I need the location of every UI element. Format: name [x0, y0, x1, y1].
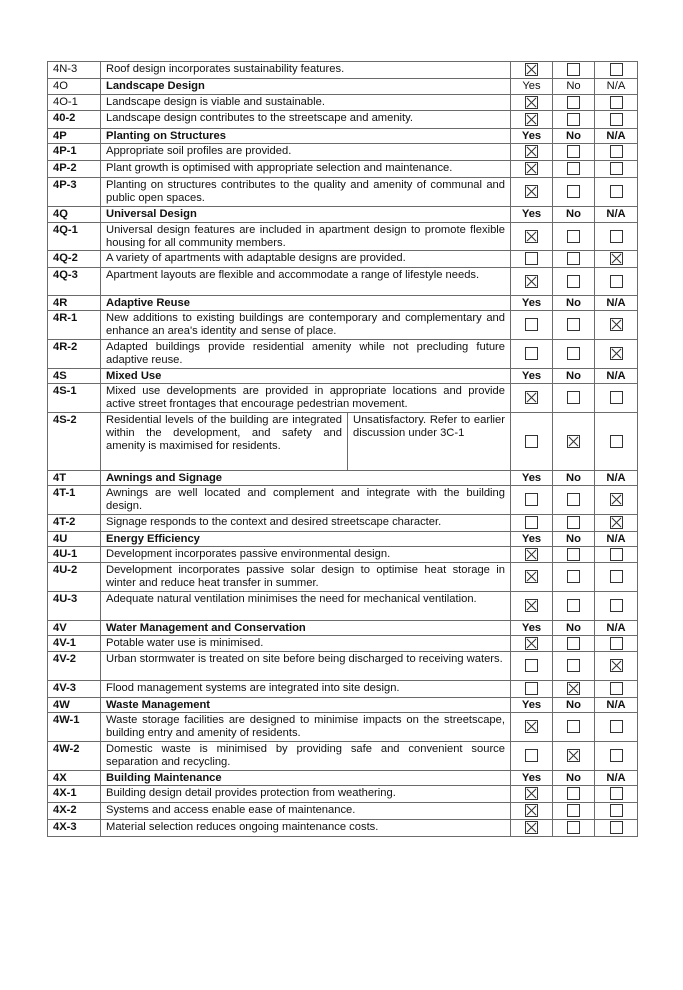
- assessment-comment: Unsatisfactory. Refer to earlier discussion under 3C-1: [347, 413, 510, 470]
- row-code: 4S-1: [48, 384, 101, 413]
- checkbox-cell-yes: [511, 95, 553, 111]
- checkbox-cell-no: [553, 713, 595, 742]
- checkbox-cell-na: [595, 681, 638, 698]
- empty-box-icon[interactable]: [610, 749, 623, 762]
- row-code: 4R-1: [48, 311, 101, 340]
- empty-box-icon[interactable]: [610, 96, 623, 109]
- row-code: 4S: [48, 369, 101, 384]
- section-title: Waste Management: [101, 698, 511, 713]
- checkbox-cell-no: [553, 786, 595, 803]
- checkbox-cell-na: [595, 95, 638, 111]
- checkbox-cell-no: [553, 592, 595, 621]
- column-header-no: No: [553, 79, 595, 95]
- checked-box-icon[interactable]: [525, 185, 538, 198]
- criterion-text: Awnings are well located and complement and integrate with the building design.: [101, 486, 511, 515]
- checkbox-cell-no: [553, 681, 595, 698]
- checkbox-cell-no: [553, 486, 595, 515]
- checkbox-cell-yes: [511, 413, 553, 471]
- criterion-row: [48, 563, 638, 592]
- criterion-text: Appropriate soil profiles are provided.: [101, 144, 511, 161]
- criterion-row: [48, 636, 638, 652]
- row-code: 4R: [48, 296, 101, 311]
- checked-box-icon[interactable]: [525, 96, 538, 109]
- criterion-row: [48, 251, 638, 268]
- checkbox-cell-yes: [511, 547, 553, 563]
- row-code: 4O-1: [48, 95, 101, 111]
- criterion-text: Mixed use developments are provided in appropriate locations and provide active street frontages that encourage pedestrian movement.: [101, 384, 511, 413]
- column-header-na: N/A: [595, 296, 638, 311]
- column-header-no: No: [553, 471, 595, 486]
- criterion-row: [48, 340, 638, 369]
- criterion-text: Apartment layouts are flexible and accommodate a range of lifestyle needs.: [101, 268, 511, 296]
- criterion-row: [48, 62, 638, 79]
- row-code: 4Q-2: [48, 251, 101, 268]
- criterion-row: [48, 803, 638, 820]
- checkbox-cell-yes: [511, 592, 553, 621]
- criterion-text: Residential levels of the building are integrated within the development, and safety and amenity is maximised for residents.: [106, 414, 342, 452]
- column-header-na: N/A: [595, 207, 638, 223]
- checked-box-icon[interactable]: [610, 318, 623, 331]
- section-title: Planting on Structures: [101, 129, 511, 144]
- checkbox-cell-yes: [511, 340, 553, 369]
- empty-box-icon[interactable]: [525, 252, 538, 265]
- section-header-row: [48, 771, 638, 786]
- criterion-row: [48, 592, 638, 621]
- column-header-yes: Yes: [511, 369, 553, 384]
- empty-box-icon[interactable]: [610, 720, 623, 733]
- criterion-text: Landscape design is viable and sustainable.: [101, 95, 511, 111]
- column-header-na: N/A: [595, 532, 638, 547]
- row-code: 4T: [48, 471, 101, 486]
- empty-box-icon[interactable]: [610, 821, 623, 834]
- empty-box-icon[interactable]: [567, 230, 580, 243]
- checked-box-icon[interactable]: [610, 516, 623, 529]
- checkbox-cell-na: [595, 268, 638, 296]
- empty-box-icon[interactable]: [567, 637, 580, 650]
- criterion-row: [48, 786, 638, 803]
- empty-box-icon[interactable]: [610, 682, 623, 695]
- checkbox-cell-no: [553, 111, 595, 129]
- criterion-text: Planting on structures contributes to the quality and amenity of communal and public open spaces.: [101, 178, 511, 207]
- column-header-no: No: [553, 129, 595, 144]
- column-header-yes: Yes: [511, 532, 553, 547]
- empty-box-icon[interactable]: [610, 570, 623, 583]
- checked-box-icon[interactable]: [525, 63, 538, 76]
- checkbox-cell-no: [553, 223, 595, 251]
- criterion-row: [48, 161, 638, 178]
- column-header-no: No: [553, 698, 595, 713]
- column-header-na: N/A: [595, 79, 638, 95]
- criterion-text: Landscape design contributes to the streetscape and amenity.: [101, 111, 511, 129]
- empty-box-icon[interactable]: [567, 787, 580, 800]
- empty-box-icon[interactable]: [567, 548, 580, 561]
- row-code: 4Q-3: [48, 268, 101, 296]
- row-code: 4N-3: [48, 62, 101, 79]
- checked-box-icon[interactable]: [525, 804, 538, 817]
- column-header-na: N/A: [595, 771, 638, 786]
- checked-box-icon[interactable]: [525, 113, 538, 126]
- section-title: Universal Design: [101, 207, 511, 223]
- empty-box-icon[interactable]: [567, 113, 580, 126]
- empty-box-icon[interactable]: [525, 516, 538, 529]
- empty-box-icon[interactable]: [567, 185, 580, 198]
- checkbox-cell-yes: [511, 515, 553, 532]
- column-header-yes: Yes: [511, 129, 553, 144]
- criterion-row: [48, 713, 638, 742]
- column-header-yes: Yes: [511, 698, 553, 713]
- checked-box-icon[interactable]: [525, 230, 538, 243]
- section-title: Awnings and Signage: [101, 471, 511, 486]
- empty-box-icon[interactable]: [567, 493, 580, 506]
- checkbox-cell-yes: [511, 311, 553, 340]
- row-code: 4P-3: [48, 178, 101, 207]
- criterion-row: [48, 384, 638, 413]
- row-code: 4W-2: [48, 742, 101, 771]
- checkbox-cell-yes: [511, 144, 553, 161]
- checked-box-icon[interactable]: [525, 548, 538, 561]
- empty-box-icon[interactable]: [610, 113, 623, 126]
- empty-box-icon[interactable]: [610, 145, 623, 158]
- section-header-row: [48, 296, 638, 311]
- checked-box-icon[interactable]: [610, 347, 623, 360]
- row-code: 4T-2: [48, 515, 101, 532]
- checkbox-cell-na: [595, 652, 638, 681]
- section-title: Building Maintenance: [101, 771, 511, 786]
- section-header-row: [48, 532, 638, 547]
- empty-box-icon[interactable]: [567, 318, 580, 331]
- empty-box-icon[interactable]: [567, 599, 580, 612]
- empty-box-icon[interactable]: [610, 230, 623, 243]
- checkbox-cell-yes: [511, 636, 553, 652]
- checkbox-cell-yes: [511, 786, 553, 803]
- column-header-yes: Yes: [511, 621, 553, 636]
- checked-box-icon[interactable]: [525, 787, 538, 800]
- checkbox-cell-no: [553, 161, 595, 178]
- criterion-row: [48, 95, 638, 111]
- criterion-text: Material selection reduces ongoing maintenance costs.: [101, 820, 511, 837]
- empty-box-icon[interactable]: [610, 637, 623, 650]
- row-code: 4S-2: [48, 413, 101, 471]
- empty-box-icon[interactable]: [567, 162, 580, 175]
- column-header-no: No: [553, 207, 595, 223]
- empty-box-icon[interactable]: [525, 749, 538, 762]
- criterion-row: [48, 111, 638, 129]
- column-header-no: No: [553, 532, 595, 547]
- row-code: 4O: [48, 79, 101, 95]
- empty-box-icon[interactable]: [567, 821, 580, 834]
- checked-box-icon[interactable]: [525, 145, 538, 158]
- criterion-text: Systems and access enable ease of maintenance.: [101, 803, 511, 820]
- column-header-yes: Yes: [511, 207, 553, 223]
- checked-box-icon[interactable]: [525, 275, 538, 288]
- checkbox-cell-na: [595, 223, 638, 251]
- section-header-row: [48, 129, 638, 144]
- checkbox-cell-yes: [511, 161, 553, 178]
- checkbox-cell-no: [553, 652, 595, 681]
- criterion-text: Building design detail provides protection from weathering.: [101, 786, 511, 803]
- checkbox-cell-na: [595, 178, 638, 207]
- column-header-na: N/A: [595, 129, 638, 144]
- criterion-text: Potable water use is minimised.: [101, 636, 511, 652]
- checkbox-cell-na: [595, 384, 638, 413]
- compliance-checklist-table: [47, 61, 638, 837]
- checked-box-icon[interactable]: [567, 749, 580, 762]
- empty-box-icon[interactable]: [610, 804, 623, 817]
- checkbox-cell-na: [595, 515, 638, 532]
- row-code: 40-2: [48, 111, 101, 129]
- empty-box-icon[interactable]: [525, 318, 538, 331]
- section-title: Energy Efficiency: [101, 532, 511, 547]
- checkbox-cell-na: [595, 413, 638, 471]
- criterion-text: Waste storage facilities are designed to minimise impacts on the streetscape, building entry and amenity of residents.: [101, 713, 511, 742]
- criterion-row: [48, 178, 638, 207]
- criterion-text: New additions to existing buildings are contemporary and complementary and enhance an area's identity and sense of place.: [101, 311, 511, 340]
- row-code: 4R-2: [48, 340, 101, 369]
- checked-box-icon[interactable]: [610, 493, 623, 506]
- criterion-with-comment: [101, 413, 511, 471]
- empty-box-icon[interactable]: [567, 720, 580, 733]
- row-code: 4P-2: [48, 161, 101, 178]
- checkbox-cell-na: [595, 563, 638, 592]
- empty-box-icon[interactable]: [610, 63, 623, 76]
- checkbox-cell-yes: [511, 681, 553, 698]
- checkbox-cell-no: [553, 178, 595, 207]
- column-header-na: N/A: [595, 369, 638, 384]
- empty-box-icon[interactable]: [567, 145, 580, 158]
- checked-box-icon[interactable]: [610, 659, 623, 672]
- row-code: 4U-1: [48, 547, 101, 563]
- section-header-row: [48, 471, 638, 486]
- row-code: 4W: [48, 698, 101, 713]
- checkbox-cell-na: [595, 144, 638, 161]
- checkbox-cell-na: [595, 486, 638, 515]
- criterion-row: [48, 547, 638, 563]
- column-header-no: No: [553, 369, 595, 384]
- checked-box-icon[interactable]: [567, 682, 580, 695]
- checkbox-cell-na: [595, 820, 638, 837]
- column-header-yes: Yes: [511, 79, 553, 95]
- checkbox-cell-yes: [511, 268, 553, 296]
- row-code: 4Q: [48, 207, 101, 223]
- criterion-row: [48, 144, 638, 161]
- empty-box-icon[interactable]: [610, 391, 623, 404]
- column-header-yes: Yes: [511, 771, 553, 786]
- column-header-yes: Yes: [511, 296, 553, 311]
- checked-box-icon[interactable]: [525, 821, 538, 834]
- section-title: Water Management and Conservation: [101, 621, 511, 636]
- criterion-text: Domestic waste is minimised by providing safe and convenient source separation and recycling.: [101, 742, 511, 771]
- criterion-text: Adapted buildings provide residential amenity while not precluding future adaptive reuse.: [101, 340, 511, 369]
- empty-box-icon[interactable]: [567, 347, 580, 360]
- row-code: 4T-1: [48, 486, 101, 515]
- criterion-row: [48, 486, 638, 515]
- checked-box-icon[interactable]: [525, 599, 538, 612]
- checked-box-icon[interactable]: [567, 435, 580, 448]
- checkbox-cell-na: [595, 161, 638, 178]
- empty-box-icon[interactable]: [610, 275, 623, 288]
- row-code: 4U-2: [48, 563, 101, 592]
- criterion-text: A variety of apartments with adaptable designs are provided.: [101, 251, 511, 268]
- row-code: 4U: [48, 532, 101, 547]
- checkbox-cell-yes: [511, 111, 553, 129]
- checkbox-cell-na: [595, 786, 638, 803]
- checkbox-cell-na: [595, 713, 638, 742]
- checkbox-cell-no: [553, 340, 595, 369]
- checkbox-cell-no: [553, 803, 595, 820]
- row-code: 4V-1: [48, 636, 101, 652]
- checkbox-cell-yes: [511, 223, 553, 251]
- row-code: 4X-2: [48, 803, 101, 820]
- checked-box-icon[interactable]: [525, 720, 538, 733]
- empty-box-icon[interactable]: [567, 63, 580, 76]
- section-header-row: [48, 621, 638, 636]
- checkbox-cell-no: [553, 547, 595, 563]
- empty-box-icon[interactable]: [567, 391, 580, 404]
- checkbox-cell-yes: [511, 652, 553, 681]
- empty-box-icon[interactable]: [610, 599, 623, 612]
- empty-box-icon[interactable]: [567, 252, 580, 265]
- checkbox-cell-na: [595, 62, 638, 79]
- section-title: Landscape Design: [101, 79, 511, 95]
- row-code: 4X-1: [48, 786, 101, 803]
- checkbox-cell-yes: [511, 742, 553, 771]
- criterion-text: Signage responds to the context and desired streetscape character.: [101, 515, 511, 532]
- checkbox-cell-na: [595, 340, 638, 369]
- criterion-text: Urban stormwater is treated on site before being discharged to receiving waters.: [101, 652, 511, 681]
- row-code: 4Q-1: [48, 223, 101, 251]
- empty-box-icon[interactable]: [525, 435, 538, 448]
- section-header-row: [48, 369, 638, 384]
- section-header-row: [48, 698, 638, 713]
- criterion-text: Development incorporates passive environmental design.: [101, 547, 511, 563]
- criterion-row: [48, 268, 638, 296]
- section-title: Mixed Use: [101, 369, 511, 384]
- criterion-row: [48, 742, 638, 771]
- checkbox-cell-yes: [511, 62, 553, 79]
- empty-box-icon[interactable]: [567, 516, 580, 529]
- checkbox-cell-no: [553, 251, 595, 268]
- checkbox-cell-no: [553, 144, 595, 161]
- empty-box-icon[interactable]: [525, 347, 538, 360]
- row-code: 4V-3: [48, 681, 101, 698]
- criterion-text: Development incorporates passive solar design to optimise heat storage in winter and reduce heat transfer in summer.: [101, 563, 511, 592]
- checkbox-cell-yes: [511, 178, 553, 207]
- checkbox-cell-na: [595, 592, 638, 621]
- empty-box-icon[interactable]: [567, 275, 580, 288]
- criterion-text: Roof design incorporates sustainability features.: [101, 62, 511, 79]
- checkbox-cell-yes: [511, 486, 553, 515]
- checkbox-cell-na: [595, 636, 638, 652]
- empty-box-icon[interactable]: [610, 548, 623, 561]
- checkbox-cell-no: [553, 742, 595, 771]
- row-code: 4V-2: [48, 652, 101, 681]
- criterion-row: [48, 820, 638, 837]
- column-header-no: No: [553, 771, 595, 786]
- checkbox-cell-no: [553, 820, 595, 837]
- checkbox-cell-na: [595, 547, 638, 563]
- criterion-row: [48, 311, 638, 340]
- row-code: 4P-1: [48, 144, 101, 161]
- checkbox-cell-yes: [511, 713, 553, 742]
- empty-box-icon[interactable]: [525, 493, 538, 506]
- row-code: 4X-3: [48, 820, 101, 837]
- column-header-yes: Yes: [511, 471, 553, 486]
- criterion-row: [48, 515, 638, 532]
- checkbox-cell-na: [595, 251, 638, 268]
- empty-box-icon[interactable]: [610, 787, 623, 800]
- checkbox-cell-no: [553, 62, 595, 79]
- empty-box-icon[interactable]: [610, 435, 623, 448]
- row-code: 4X: [48, 771, 101, 786]
- split-cell: [101, 413, 510, 470]
- empty-box-icon[interactable]: [567, 570, 580, 583]
- row-code: 4U-3: [48, 592, 101, 621]
- checkbox-cell-yes: [511, 563, 553, 592]
- checkbox-cell-no: [553, 384, 595, 413]
- checkbox-cell-yes: [511, 803, 553, 820]
- criterion-text: Adequate natural ventilation minimises the need for mechanical ventilation.: [101, 592, 511, 621]
- checkbox-cell-yes: [511, 820, 553, 837]
- section-header-row: [48, 207, 638, 223]
- empty-box-icon[interactable]: [610, 162, 623, 175]
- section-header-row: [48, 79, 638, 95]
- column-header-na: N/A: [595, 621, 638, 636]
- checkbox-cell-na: [595, 803, 638, 820]
- checkbox-cell-na: [595, 311, 638, 340]
- checkbox-cell-na: [595, 742, 638, 771]
- checked-box-icon[interactable]: [525, 637, 538, 650]
- section-title: Adaptive Reuse: [101, 296, 511, 311]
- checkbox-cell-no: [553, 268, 595, 296]
- criterion-row: [48, 652, 638, 681]
- column-header-no: No: [553, 296, 595, 311]
- row-code: 4V: [48, 621, 101, 636]
- checkbox-cell-no: [553, 413, 595, 471]
- row-code: 4W-1: [48, 713, 101, 742]
- checked-box-icon[interactable]: [525, 162, 538, 175]
- empty-box-icon[interactable]: [525, 682, 538, 695]
- row-code: 4P: [48, 129, 101, 144]
- column-header-na: N/A: [595, 471, 638, 486]
- criterion-text: Flood management systems are integrated into site design.: [101, 681, 511, 698]
- checked-box-icon[interactable]: [525, 570, 538, 583]
- column-header-no: No: [553, 621, 595, 636]
- empty-box-icon[interactable]: [525, 659, 538, 672]
- column-header-na: N/A: [595, 698, 638, 713]
- checkbox-cell-no: [553, 636, 595, 652]
- checkbox-cell-no: [553, 563, 595, 592]
- checkbox-cell-na: [595, 111, 638, 129]
- checkbox-cell-no: [553, 311, 595, 340]
- empty-box-icon[interactable]: [567, 804, 580, 817]
- criterion-row: [48, 681, 638, 698]
- criterion-text: Universal design features are included in apartment design to promote flexible housing for all community members.: [101, 223, 511, 251]
- checked-box-icon[interactable]: [610, 252, 623, 265]
- criterion-text: Plant growth is optimised with appropriate selection and maintenance.: [101, 161, 511, 178]
- checkbox-cell-yes: [511, 251, 553, 268]
- empty-box-icon[interactable]: [567, 659, 580, 672]
- checked-box-icon[interactable]: [525, 391, 538, 404]
- checkbox-cell-no: [553, 515, 595, 532]
- empty-box-icon[interactable]: [567, 96, 580, 109]
- criterion-row: [48, 413, 638, 471]
- checkbox-cell-yes: [511, 384, 553, 413]
- criterion-row: [48, 223, 638, 251]
- checkbox-cell-no: [553, 95, 595, 111]
- empty-box-icon[interactable]: [610, 185, 623, 198]
